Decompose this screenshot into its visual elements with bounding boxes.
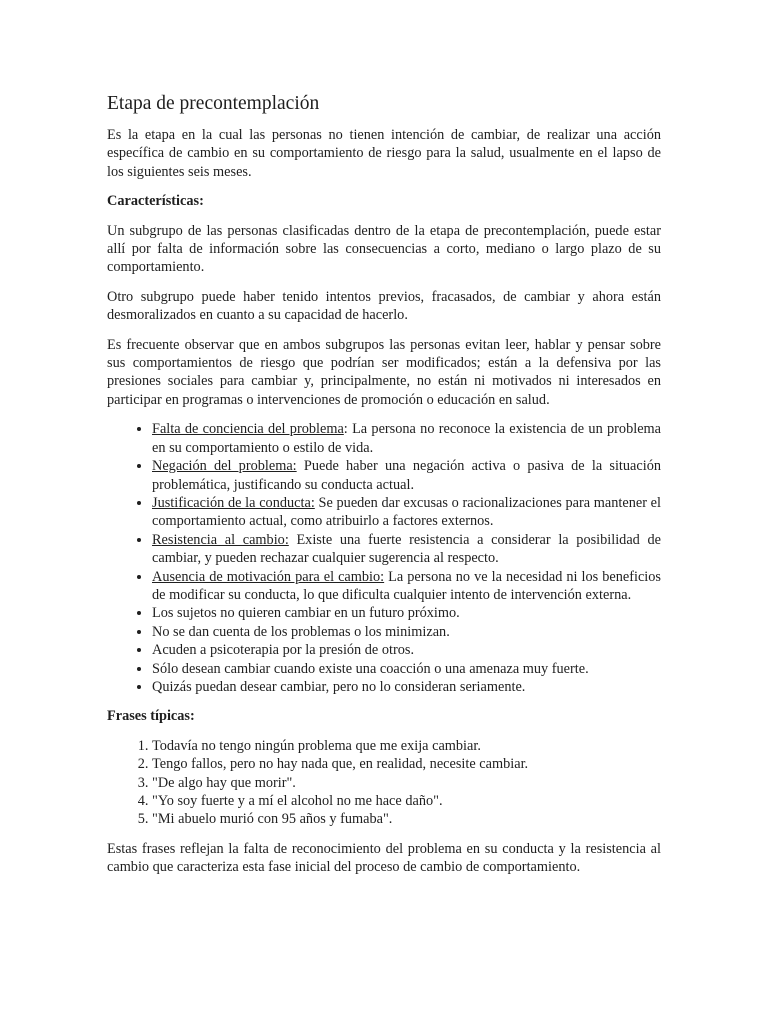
page-title: Etapa de precontemplación [107,93,320,114]
list-item: • Quizás puedan desear cambiar, pero no lo consideran seriamente. [152,678,661,696]
document-body [107,92,661,888]
list-item: • Sólo desean cambiar cuando existe una coacción o una amenaza muy fuerte. [152,660,661,678]
conclusion-paragraph: Estas frases reflejan la falta de reconocimiento del problema en su conducta y la resistencia al cambio que caracteriza esta fase inicial del proceso de cambio de comportamiento. [107,840,661,876]
list-item: • Ausencia de motivación para el cambio: La persona no ve la necesidad ni los beneficios de modificar su conducta, lo que dificulta cualquier intento de intervención externa. [152,568,661,605]
intro-paragraph: Es la etapa en la cual las personas no tienen intención de cambiar, de realizar una acción específica de cambio en su comportamiento de riesgo para la salud, usualmente en el lapso de los siguientes seis meses. [107,127,661,180]
paragraph: Un subgrupo de las personas clasificadas dentro de la etapa de precontemplación, puede estar allí por falta de información sobre las consecuencias a corto, mediano o largo plazo de su comportamiento. [107,222,661,276]
characteristics-heading: Características: [107,193,204,210]
phrases-heading: Frases típicas: [107,708,195,725]
list-item: • Justificación de la conducta: Se pueden dar excusas o racionalizaciones para mantener el comportamiento actual, como atribuirlo a factores externos. [152,494,661,531]
list-item: • Negación del problema: Puede haber una negación activa o pasiva de la situación problemática, justificando su conducta actual. [152,457,661,494]
term: Falta de conciencia del problema [152,421,344,438]
term: Negación del problema: [152,458,297,475]
list-item: 3. "De algo hay que morir". [152,774,661,792]
term: Resistencia al cambio: [152,531,289,548]
characteristics-list [107,420,661,696]
list-item: • Resistencia al cambio: Existe una fuerte resistencia a considerar la posibilidad de cambiar, y pueden rechazar cualquier sugerencia al respecto. [152,531,661,568]
list-item: 2. Tengo fallos, pero no hay nada que, en realidad, necesite cambiar. [152,755,661,773]
list-item: 5. "Mi abuelo murió con 95 años y fumaba". [152,810,661,828]
term: Ausencia de motivación para el cambio: [152,568,385,585]
paragraph: Es frecuente observar que en ambos subgrupos las personas evitan leer, hablar y pensar sobre sus comportamientos de riesgo que podrían ser modificados; están a la defensiva por las presiones sociales para cambiar y, principalmente, no están ni motivados ni interesados en participar en programas o intervenciones de promoción o educación en salud. [107,336,661,408]
list-item: • Los sujetos no quieren cambiar en un futuro próximo. [152,604,661,622]
phrases-list [107,737,661,829]
list-item: 4. "Yo soy fuerte y a mí el alcohol no me hace daño". [152,792,661,810]
paragraph: Otro subgrupo puede haber tenido intentos previos, fracasados, de cambiar y ahora están desmoralizados en cuanto a su capacidad de hacerlo. [107,288,661,324]
list-item: • No se dan cuenta de los problemas o los minimizan. [152,623,661,641]
list-item: • Falta de conciencia del problema: La persona no reconoce la existencia de un problema en su comportamiento o estilo de vida. [152,420,661,457]
term: Justificación de la conducta: [152,494,315,511]
list-item: 1. Todavía no tengo ningún problema que me exija cambiar. [152,737,661,755]
list-item: • Acuden a psicoterapia por la presión de otros. [152,641,661,659]
